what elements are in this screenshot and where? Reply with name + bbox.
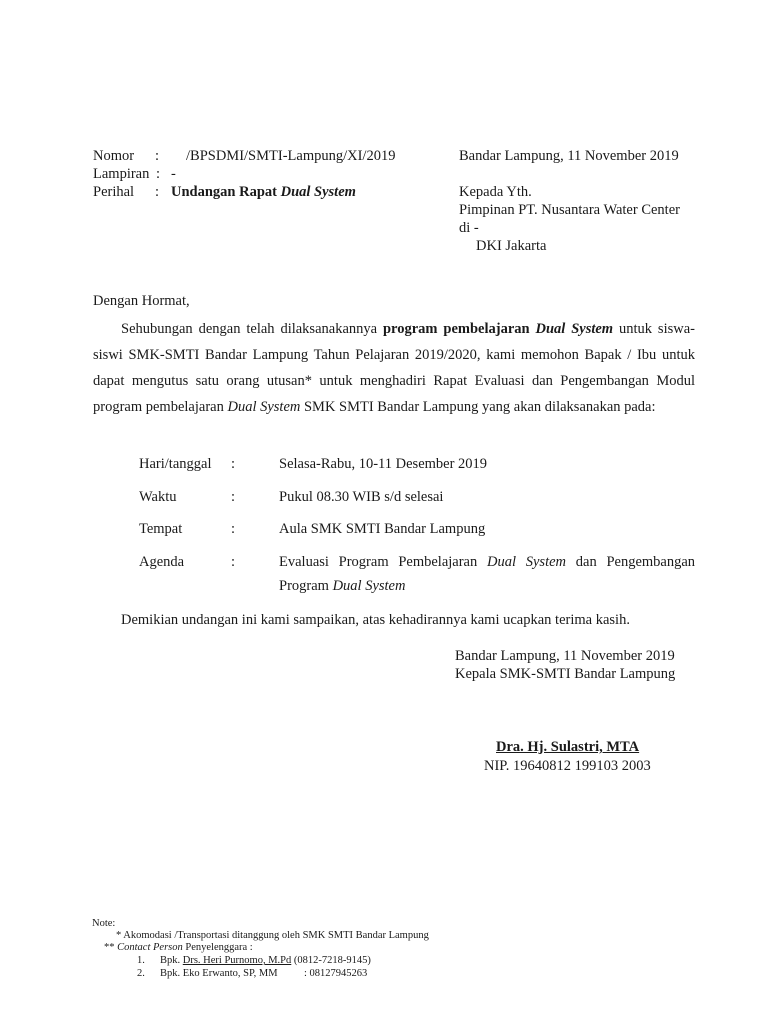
note-contact-person: ** Contact Person Penyelenggara : (104, 942, 253, 953)
signature-position: Kepala SMK-SMTI Bandar Lampung (455, 666, 676, 682)
signature-place-date: Bandar Lampung, 11 November 2019 (455, 648, 675, 664)
waktu-value: Pukul 08.30 WIB s/d selesai (279, 489, 444, 505)
hari-label: Hari/tanggal (139, 456, 212, 472)
body-paragraph: Sehubungan dengan telah dilaksanakannya program pembelajaran Dual System untuk siswa-siswi SMK-SMTI Bandar Lampung Tahun Pelajaran 2019/2020, kami memohon Bapak / Ibu untuk dapat mengutus satu orang utusan* untuk menghadiri Rapat Evaluasi dan Pengembangan Modul program pembelajaran Dual System SMK SMTI Bandar Lampung yang akan dilaksanakan pada: (93, 321, 695, 415)
header-place-date: Bandar Lampung, 11 November 2019 (459, 148, 679, 164)
salutation: Dengan Hormat, (93, 293, 190, 309)
agenda-label: Agenda (139, 554, 185, 570)
recipient-line-3: di - (459, 220, 479, 236)
closing-sentence: Demikian undangan ini kami sampaikan, atas kehadirannya kami ucapkan terima kasih. (121, 612, 630, 628)
lampiran-label: Lampiran (93, 166, 150, 182)
note-accommodation: * Akomodasi /Transportasi ditanggung oleh SMK SMTI Bandar Lampung (116, 930, 429, 941)
tempat-label: Tempat (139, 521, 183, 537)
recipient-line-1: Kepada Yth. (459, 184, 532, 200)
nomor-value: /BPSDMI/SMTI-Lampung/XI/2019 (186, 148, 396, 164)
lampiran-value: - (171, 166, 176, 182)
perihal-colon: : (155, 184, 160, 200)
hari-colon: : (231, 456, 236, 472)
recipient-line-4: DKI Jakarta (476, 238, 547, 254)
contact-2-number: 2. (137, 968, 145, 979)
contact-2-name: Bpk. Eko Erwanto, SP, MM (160, 968, 278, 979)
nomor-colon: : (155, 148, 160, 164)
contact-2-phone: : 08127945263 (304, 968, 368, 979)
hari-value: Selasa-Rabu, 10-11 Desember 2019 (279, 456, 488, 472)
tempat-colon: : (231, 521, 236, 537)
lampiran-colon: : (156, 166, 161, 182)
agenda-value: Evaluasi Program Pembelajaran Dual System dan Pengembangan Program Dual System (279, 554, 696, 594)
contact-1-number: 1. (137, 955, 145, 966)
recipient-line-2: Pimpinan PT. Nusantara Water Center (459, 202, 680, 218)
contact-1: Bpk. Drs. Heri Purnomo, M.Pd (0812-7218-9145) (160, 955, 371, 966)
nomor-label: Nomor (93, 148, 135, 164)
tempat-value: Aula SMK SMTI Bandar Lampung (279, 521, 486, 537)
note-label: Note: (92, 918, 116, 929)
waktu-label: Waktu (139, 489, 177, 505)
signatory-name: Dra. Hj. Sulastri, MTA (496, 739, 640, 755)
agenda-colon: : (231, 554, 236, 570)
perihal-label: Perihal (93, 184, 135, 200)
waktu-colon: : (231, 489, 236, 505)
signatory-nip: NIP. 19640812 199103 2003 (484, 758, 651, 774)
perihal-value: Undangan Rapat Dual System (171, 184, 356, 200)
